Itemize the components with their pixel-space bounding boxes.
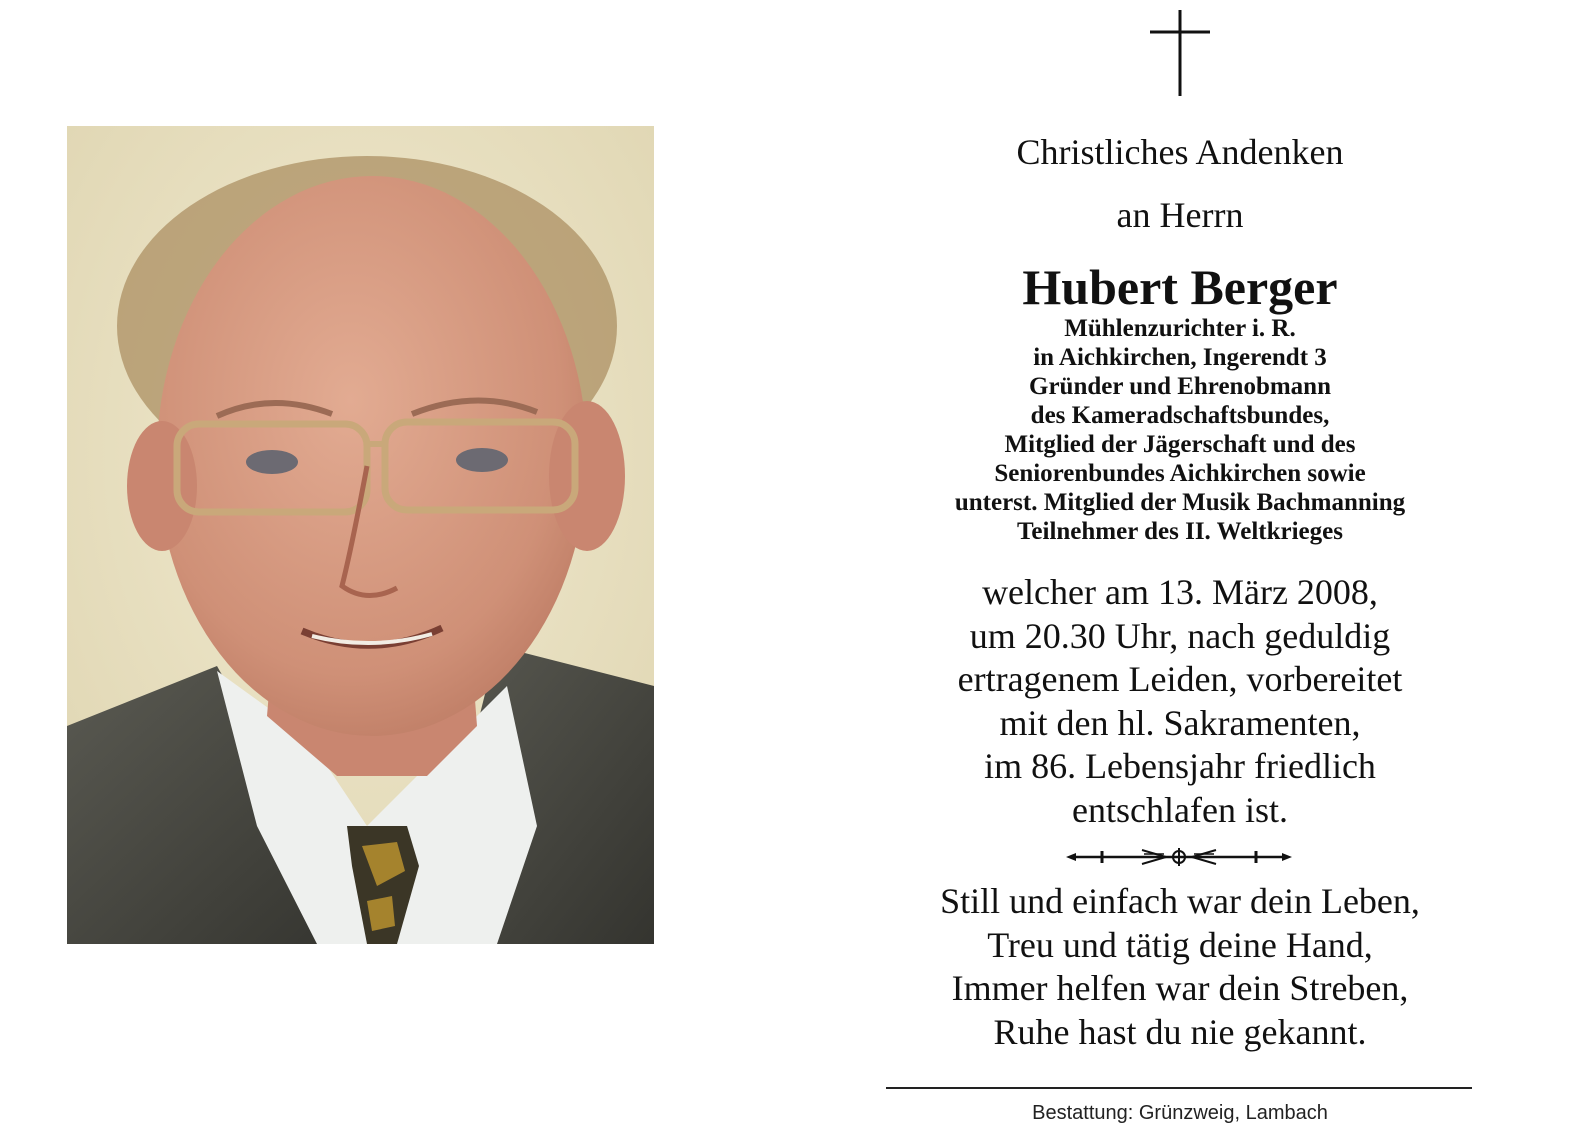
title-line: Seniorenbundes Aichkirchen sowie (994, 460, 1366, 487)
card-heading: Christliches Andenken (1016, 132, 1344, 172)
title-line: Teilnehmer des II. Weltkrieges (1017, 518, 1343, 545)
portrait-illustration (67, 126, 654, 944)
memorial-verse (880, 880, 1480, 1054)
verse-line: Treu und tätig deine Hand, (987, 924, 1373, 965)
deceased-name: Hubert Berger (1022, 259, 1338, 315)
titles-block (880, 314, 1480, 546)
cross-icon (1150, 8, 1210, 98)
death-notice-line: entschlafen ist. (1072, 789, 1288, 830)
verse-line: Still und einfach war dein Leben, (940, 881, 1420, 921)
death-notice-line: mit den hl. Sakramenten, (999, 702, 1361, 743)
divider-ornament-icon (1066, 846, 1292, 868)
portrait-photo (67, 126, 654, 944)
death-notice-line: um 20.30 Uhr, nach geduldig (969, 615, 1391, 656)
title-line: Mühlenzurichter i. R. (1064, 315, 1296, 342)
death-notice-line: im 86. Lebensjahr friedlich (984, 746, 1376, 786)
verse-line: Immer helfen war dein Streben, (951, 968, 1409, 1008)
title-line: Gründer und Ehrenobmann (1029, 373, 1331, 400)
title-line: unterst. Mitglied der Musik Bachmanning (954, 489, 1406, 516)
footer-divider (886, 1087, 1472, 1089)
salutation: an Herrn (1116, 195, 1244, 235)
death-notice-line: ertragenem Leiden, vorbereitet (957, 659, 1403, 699)
death-notice (880, 571, 1480, 832)
title-line: des Kameradschaftsbundes, (1030, 402, 1330, 429)
undertaker-credit: Bestattung: Grünzweig, Lambach (1032, 1102, 1328, 1124)
verse-line: Ruhe hast du nie gekannt. (993, 1011, 1367, 1052)
title-line: in Aichkirchen, Ingerendt 3 (1033, 344, 1327, 371)
title-line: Mitglied der Jägerschaft und des (1004, 431, 1356, 458)
death-notice-line: welcher am 13. März 2008, (982, 572, 1378, 612)
